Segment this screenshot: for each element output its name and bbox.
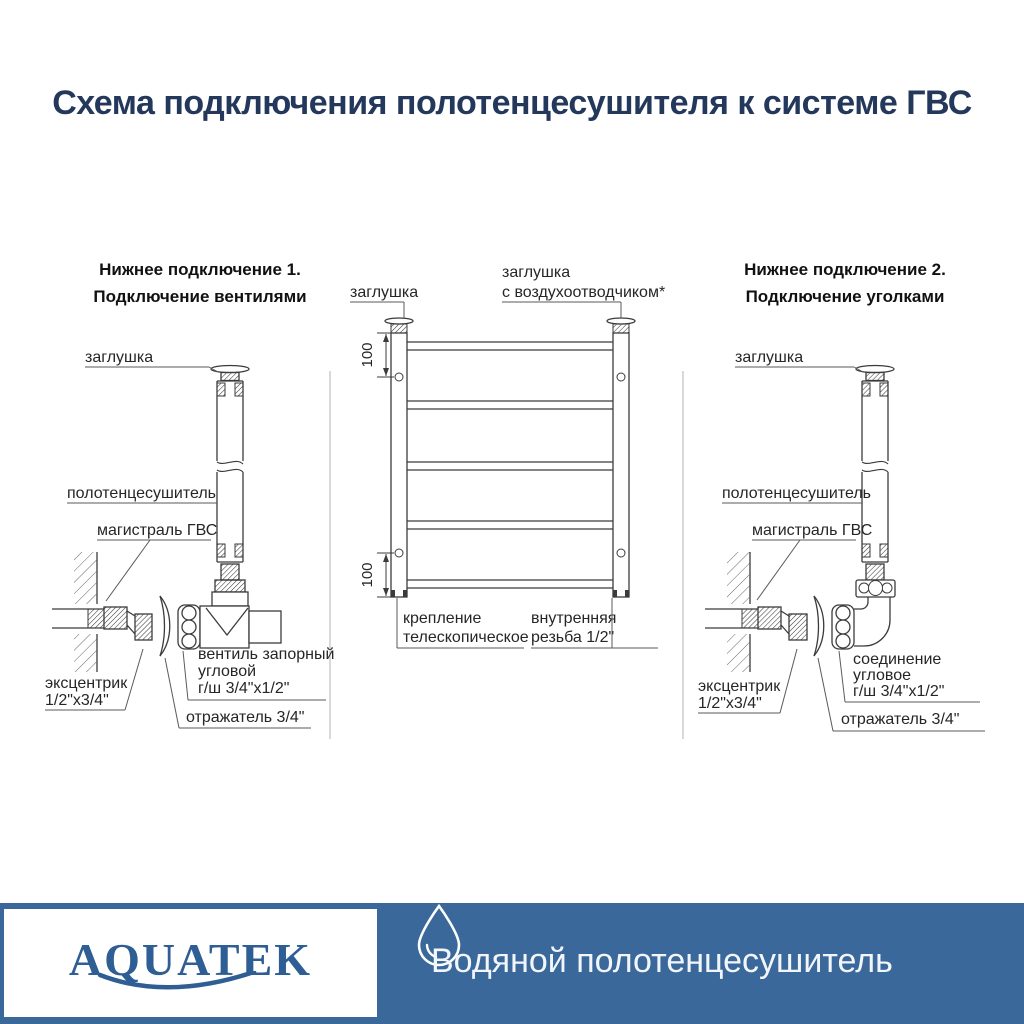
center-thread-label-line2: резьба 1/2" (531, 629, 615, 646)
right-main-line-label: магистраль ГВС (752, 522, 873, 539)
center-cap-left-fitting (385, 318, 413, 333)
left-diagram-title-line2: Подключение вентилями (93, 287, 307, 306)
brand-box (4, 909, 377, 1017)
left-eccentric-fitting (104, 607, 152, 640)
footer-product-line (415, 903, 893, 1024)
right-diagram-title-line1: Нижнее подключение 2. (744, 260, 946, 279)
right-eccentric-fitting (758, 607, 807, 640)
center-cap-right-label-line2: с воздухоотводчиком* (502, 284, 666, 301)
left-cap-fitting (211, 366, 249, 381)
left-towel-rail-label: полотенцесушитель (67, 485, 216, 502)
right-elbow-label-line3: г/ш 3/4"х1/2" (853, 683, 945, 700)
left-main-line-leader (97, 540, 211, 601)
left-diagram-title-line1: Нижнее подключение 1. (99, 260, 301, 279)
center-cap-right-label-line1: заглушка (502, 264, 571, 281)
right-supply-pipe (705, 609, 758, 628)
center-cap-left-leader (350, 302, 404, 318)
center-dim-top-value: 100 (359, 342, 376, 368)
left-eccentric-label-line1: эксцентрик (45, 675, 128, 692)
left-eccentric-label-line2: 1/2"х3/4" (45, 692, 109, 709)
center-ladder-rail (391, 333, 629, 597)
right-eccentric-label-line1: эксцентрик (698, 678, 781, 695)
left-supply-pipe (52, 609, 104, 628)
left-angle-valve (178, 564, 281, 649)
center-dim-bottom-value: 100 (359, 562, 376, 588)
right-cap-leader (735, 367, 863, 372)
right-cap-fitting (856, 366, 894, 381)
right-elbow-connector (832, 564, 895, 649)
right-main-line-leader (752, 540, 856, 600)
center-diagram-drawing (377, 318, 635, 597)
page-title: Схема подключения полотенцесушителя к системе ГВС (52, 84, 972, 122)
brand-swoosh-icon (92, 971, 292, 1001)
right-eccentric-label-line2: 1/2"х3/4" (698, 695, 762, 712)
left-reflector (160, 596, 170, 656)
center-cap-left-label: заглушка (350, 284, 419, 301)
left-valve-label-line1: вентиль запорный (198, 646, 335, 663)
left-valve-label-line2: угловой (198, 663, 257, 680)
center-mount-label-line1: крепление (403, 610, 482, 627)
left-towel-rail-pipe (216, 381, 244, 562)
left-main-line-label: магистраль ГВС (97, 522, 218, 539)
center-bracket-feet (391, 590, 629, 597)
right-cap-label: заглушка (735, 349, 804, 366)
footer-bar (0, 903, 1024, 1024)
left-cap-label: заглушка (85, 349, 154, 366)
left-diagram-drawing (52, 366, 281, 673)
center-cap-right-leader (502, 302, 621, 318)
center-cap-right-fitting (607, 318, 635, 333)
right-diagram-title-line2: Подключение уголками (745, 287, 945, 306)
right-elbow-label-line2: угловое (853, 667, 912, 684)
center-thread-label-line1: внутренняя (531, 610, 617, 627)
left-valve-label-line3: г/ш 3/4"х1/2" (198, 680, 290, 697)
left-cap-leader (85, 367, 218, 372)
right-diagram-labels (698, 349, 985, 731)
right-towel-rail-label: полотенцесушитель (722, 485, 871, 502)
right-reflector (814, 596, 824, 656)
left-reflector-label: отражатель 3/4" (186, 709, 305, 726)
right-diagram-drawing (705, 366, 895, 673)
product-title: Водяной полотенцесушитель (431, 942, 893, 980)
center-mount-label-line2: телескопическое (403, 629, 529, 646)
brand-logo: AQUATEK (68, 933, 313, 985)
right-reflector-label: отражатель 3/4" (841, 711, 960, 728)
right-elbow-label-line1: соединение (853, 651, 942, 668)
